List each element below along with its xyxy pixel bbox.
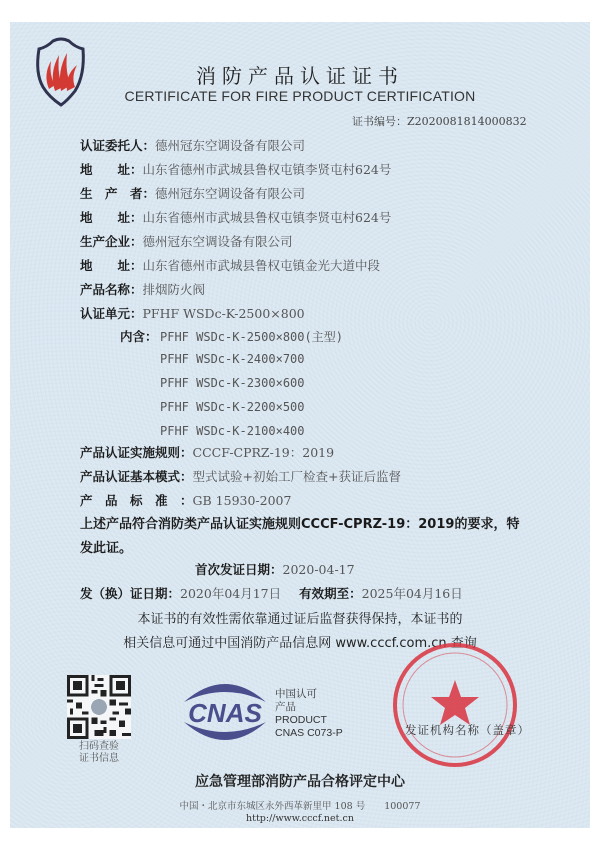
first-issue-date: 首次发证日期：2020-04-17 [195, 562, 355, 577]
validity-notice-line1: 本证书的有效性需依靠通过证后监督获得保持，本证书的 [137, 612, 463, 627]
issue-date: 发（换）证日期：2020年04月17日 有效期至：2025年04月16日 [80, 586, 463, 601]
field-applicant-address: 地 址：山东省德州市武城县鲁权屯镇李贤屯村624号 [80, 162, 392, 177]
svg-text:CNAS: CNAS [188, 698, 262, 728]
field-factory-address: 地 址：山东省德州市武城县鲁权屯镇金光大道中段 [80, 258, 381, 273]
validity-notice-line2: 相关信息可通过中国消防产品信息网 www.cccf.com.cn 查询 [123, 636, 477, 651]
model-item: PFHF WSDc-K-2200×500 [160, 400, 305, 414]
qr-code-icon[interactable] [67, 675, 131, 739]
organization-url[interactable]: http://www.cccf.net.cn [246, 813, 354, 824]
includes-label: 内含： [120, 329, 158, 344]
organization-address: 中国・北京市东城区永外西革新里甲 108 号 100077 [179, 801, 421, 812]
cert-no-label: 证书编号： [352, 115, 407, 128]
cnas-accreditation-text: 中国认可 产品 PRODUCT CNAS C073-P [275, 688, 343, 739]
certificate-title-en: CERTIFICATE FOR FIRE PRODUCT CERTIFICATION [124, 88, 476, 104]
certificate-title-cn: 消防产品认证证书 [196, 64, 404, 88]
field-manufacturer-address: 地 址：山东省德州市武城县鲁权屯镇李贤屯村624号 [80, 210, 392, 225]
field-cert-unit: 认证单元：PFHF WSDc-K-2500×800 [80, 306, 305, 321]
model-item: PFHF WSDc-K-2400×700 [160, 352, 305, 366]
cnas-logo-icon [170, 672, 280, 752]
issuing-authority-caption: 发证机构名称（盖章） [405, 723, 530, 737]
field-cert-mode: 产品认证基本模式：型式试验+初始工厂检查+获证后监督 [80, 469, 401, 484]
model-item: PFHF WSDc-K-2500×800(主型) [160, 330, 343, 344]
issuing-organization: 应急管理部消防产品合格评定中心 [195, 774, 405, 790]
model-item: PFHF WSDc-K-2300×600 [160, 376, 305, 390]
qr-caption: 扫码查验 证书信息 [79, 741, 119, 764]
compliance-statement: 上述产品符合消防类产品认证实施规则CCCF-CPRZ-19：2019的要求，特发此证。 [80, 517, 520, 556]
field-product-name: 产品名称：排烟防火阀 [80, 282, 206, 297]
field-applicant: 认证委托人：德州冠东空调设备有限公司 [80, 138, 306, 153]
field-manufacturer: 生 产 者：德州冠东空调设备有限公司 [80, 186, 306, 201]
field-factory: 生产企业：德州冠东空调设备有限公司 [80, 234, 293, 249]
model-item: PFHF WSDc-K-2100×400 [160, 424, 305, 438]
field-implementation-rule: 产品认证实施规则：CCCF-CPRZ-19：2019 [80, 445, 335, 460]
field-product-standard: 产 品 标 准 ：GB 15930-2007 [80, 493, 292, 508]
official-seal-icon [390, 640, 520, 770]
cert-no-value: Z2020081814000832 [407, 115, 527, 128]
certificate-number [352, 113, 527, 129]
